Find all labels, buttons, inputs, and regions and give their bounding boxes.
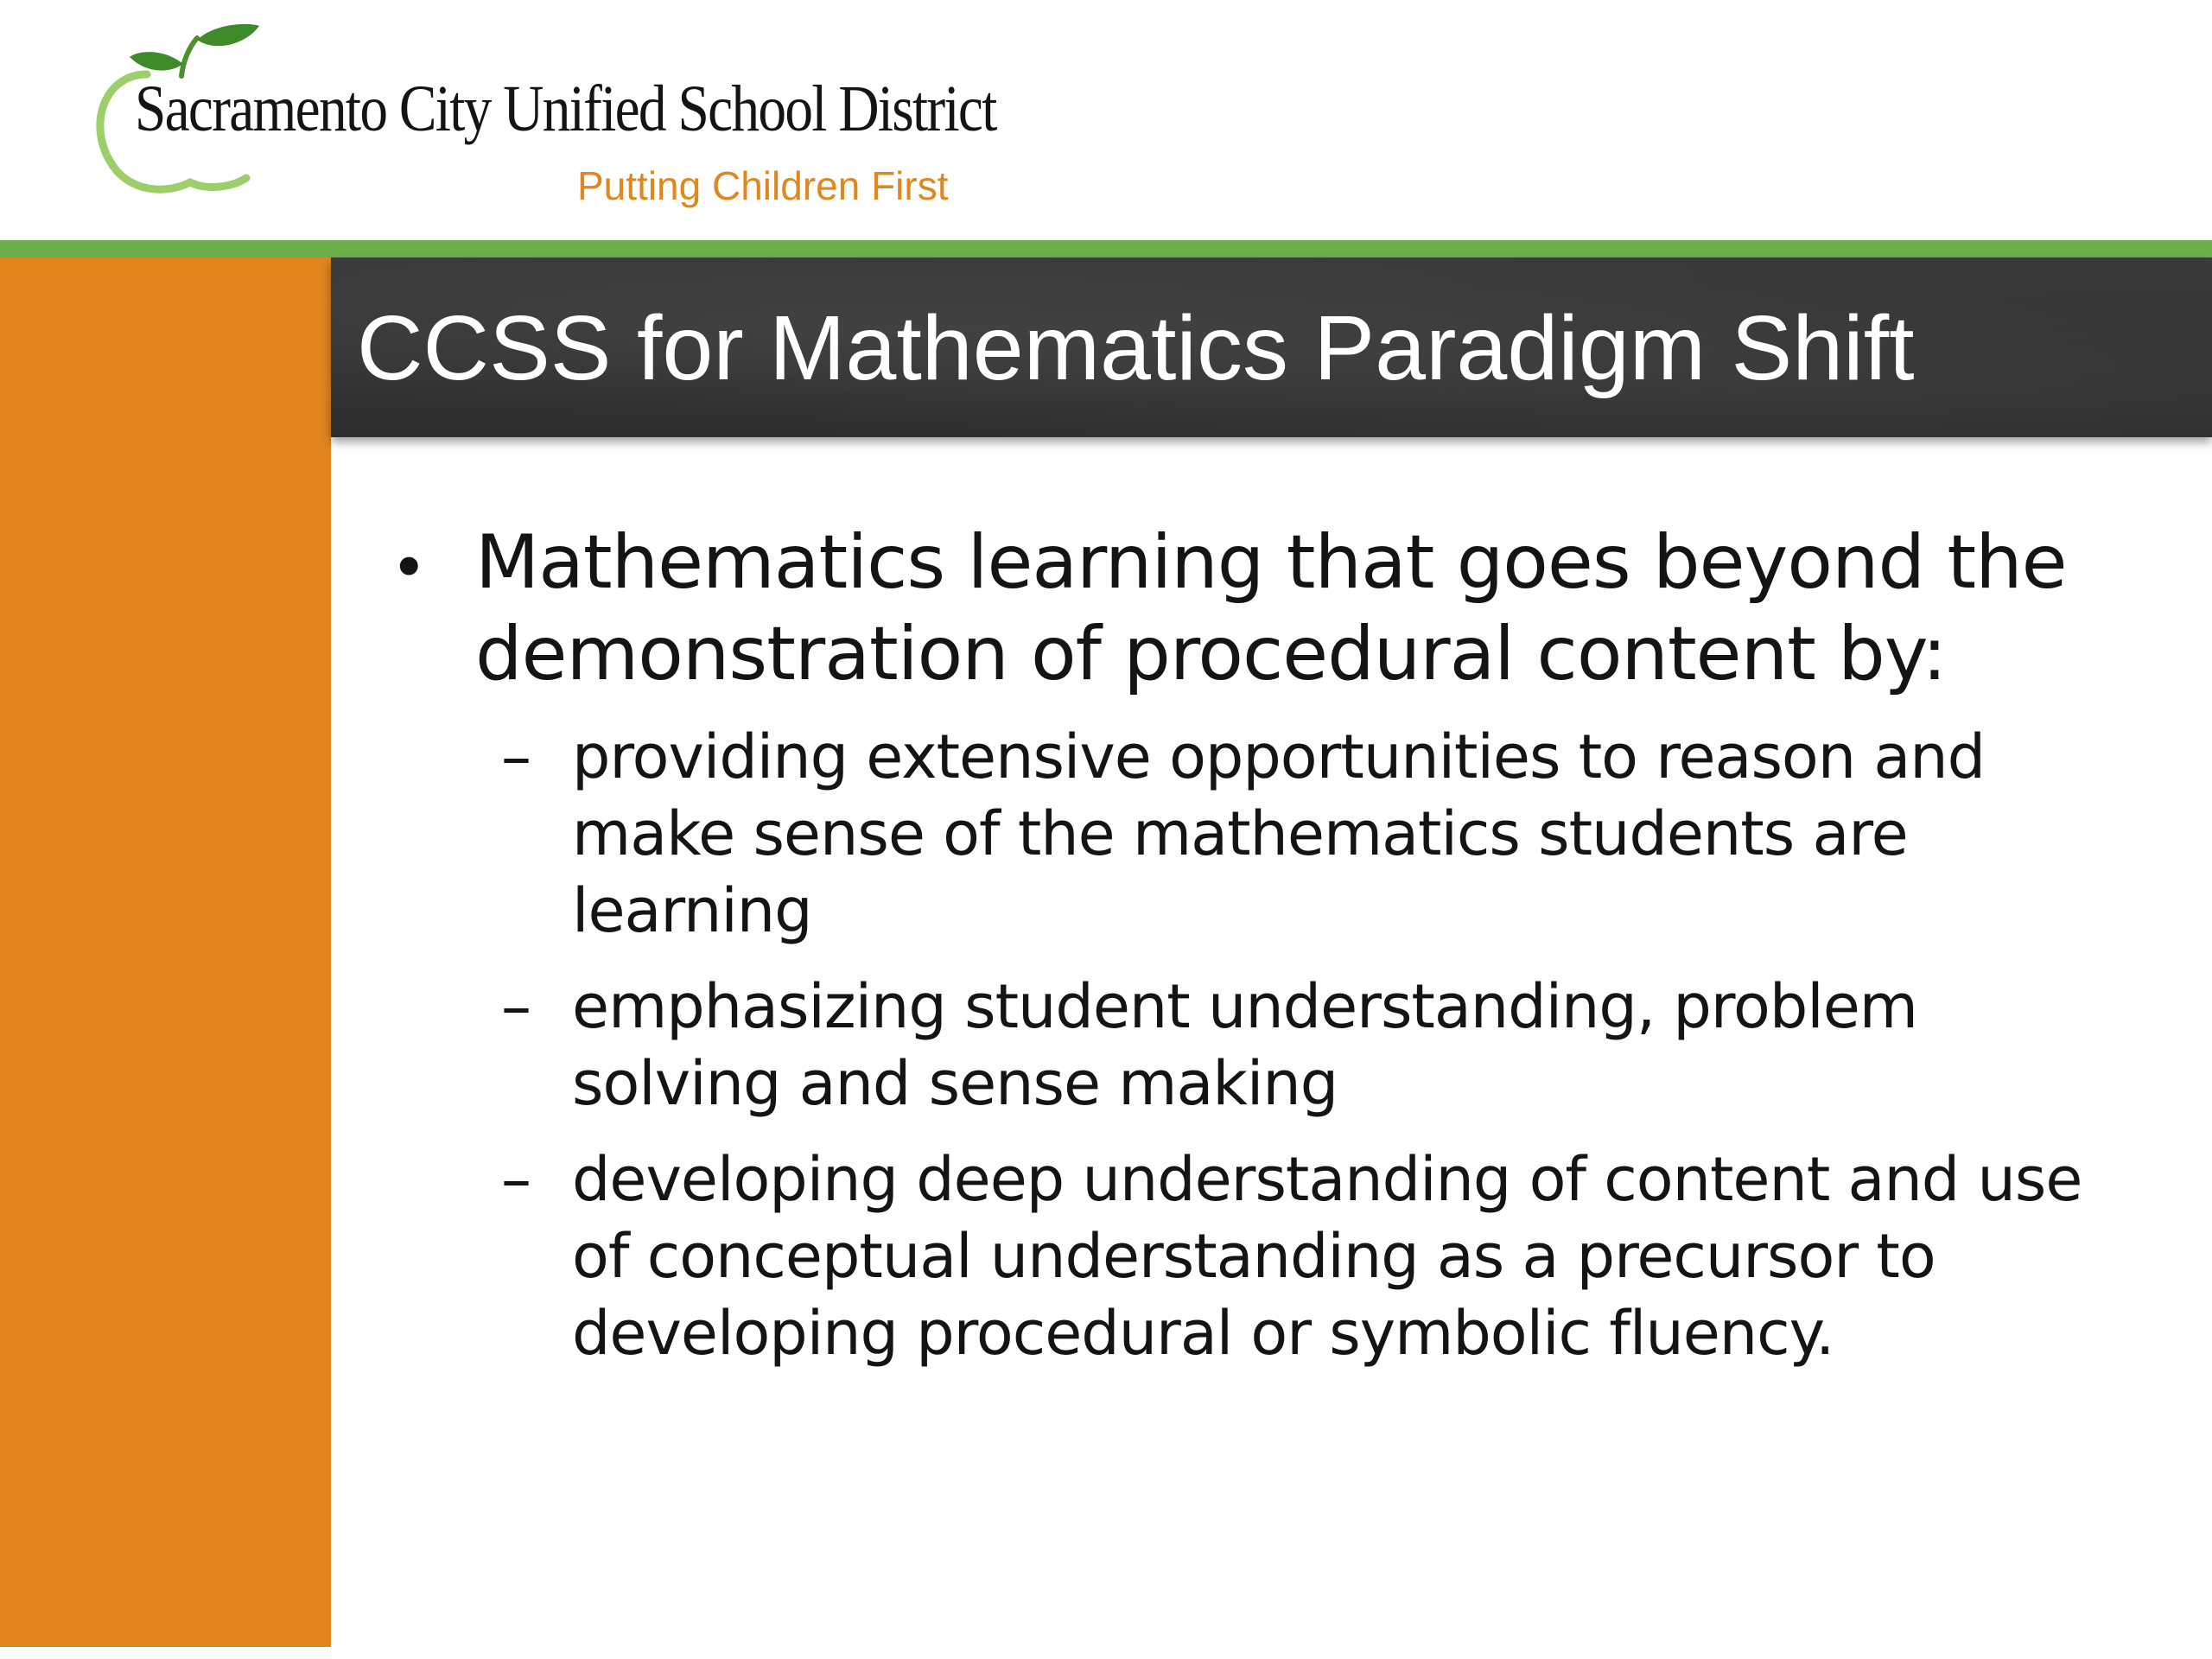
title-band	[331, 257, 2212, 437]
sub-bullet-marker: –	[501, 1144, 531, 1215]
bullet-marker: •	[391, 531, 428, 604]
green-divider-bar	[0, 240, 2212, 257]
sub-bullet-text: developing deep understanding of content and use of conceptual understanding as a precursor to developing procedural or symbolic fluency.	[572, 1144, 2082, 1369]
bottom-strip	[0, 1647, 2212, 1659]
district-logo	[86, 22, 1020, 221]
district-tagline: Putting Children First	[577, 163, 949, 208]
slide-content	[380, 517, 2126, 1391]
bullet-text: Mathematics learning that goes beyond the demonstration of procedural content by:	[475, 519, 2067, 697]
sub-bullet-list	[380, 719, 2126, 1372]
orange-sidebar	[0, 257, 331, 1647]
sub-bullet-text: providing extensive opportunities to reason and make sense of the mathematics students are learning	[572, 721, 1986, 946]
sub-bullet-item	[380, 969, 2126, 1122]
district-name: Sacramento City Unified School District	[135, 73, 996, 145]
bullet-item	[380, 517, 2126, 700]
sub-bullet-item	[380, 719, 2126, 950]
slide-title: CCSS for Mathematics Paradigm Shift	[357, 297, 1915, 399]
slide-header	[0, 0, 2212, 240]
sub-bullet-marker: –	[501, 721, 531, 792]
sub-bullet-text: emphasizing student understanding, problem solving and sense making	[572, 971, 1917, 1119]
sub-bullet-marker: –	[501, 971, 531, 1042]
sub-bullet-item	[380, 1141, 2126, 1372]
